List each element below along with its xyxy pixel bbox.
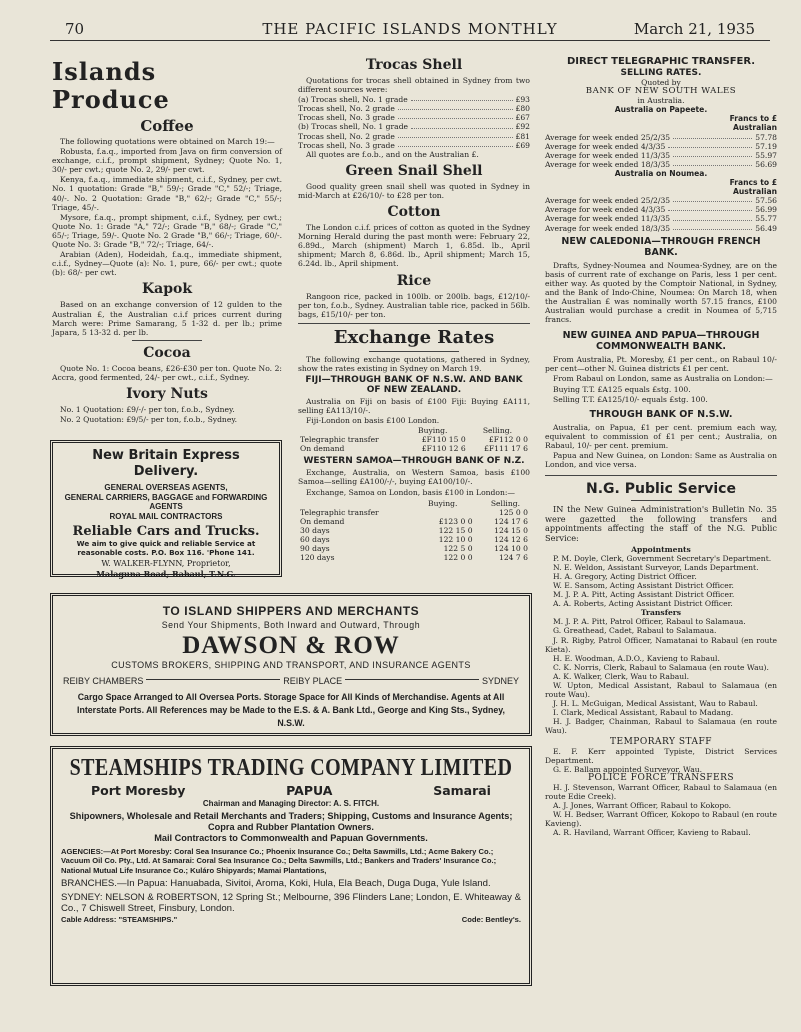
fiji-row bbox=[298, 435, 530, 444]
fiji-row-buying: £F110 15 0 bbox=[421, 435, 466, 445]
leader-dots bbox=[668, 205, 752, 211]
trocas-row-value: £93 bbox=[515, 95, 530, 105]
new-caledonia-text: Drafts, Sydney-Noumea and Noumea-Sydney, are on the basis of current rate of exchange on Paris, less 1 per cent. either way. As quoted by the Comptoir National, in Sydney, and the Bank of Indo-Chine, Noumea: On March 18, when the Australian £ was nominally worth 57.15 francs, £100 Australian would purchase a credit in Noumea of 5,715 francs. bbox=[545, 260, 777, 325]
samoa-row-selling: 125 0 0 bbox=[499, 507, 528, 517]
steamships-ad-footer bbox=[61, 915, 521, 925]
fiji-heading: FIJI—THROUGH BANK OF N.S.W. AND BANK OF NEW ZEALAND. bbox=[305, 374, 523, 395]
nb-ad-line-1: GENERAL OVERSEAS AGENTS, bbox=[104, 483, 228, 492]
buying-col-header: Buying. bbox=[418, 426, 448, 436]
samoa-row bbox=[298, 535, 530, 544]
trocas-row-value: £69 bbox=[515, 140, 530, 150]
samoa-row-selling: 124 12 6 bbox=[494, 534, 528, 544]
police-transfer-item: H. J. Stevenson, Warrant Officer, Rabaul to Salamaua (en route Edie Creek). bbox=[545, 783, 777, 802]
leader-dots bbox=[673, 151, 752, 157]
kapok-text: Based on an exchange conversion of 12 gulden to the Australian £, the Australian c.i.f prices current during March were: Prime Samarang, 5 1-32 d. per lb.; prime Japara, 5 13-32 d. per lb. bbox=[52, 300, 282, 337]
samoa-row-buying: 122 5 0 bbox=[443, 543, 473, 553]
transfer-item: H. E. Woodman, A.D.O., Kavieng to Rabaul. bbox=[553, 653, 720, 663]
appointment-item: H. A. Gregory, Acting District Officer. bbox=[553, 571, 697, 581]
trocas-row bbox=[298, 132, 530, 141]
samoa-row-buying: 122 15 0 bbox=[438, 525, 473, 535]
leader-dots bbox=[673, 214, 752, 220]
francs-label: Francs to £ Australian bbox=[729, 178, 777, 197]
bank-nsw-heading: THROUGH BANK OF N.S.W. bbox=[589, 408, 733, 420]
papeete-row-label: Average for week ended 25/2/35 bbox=[545, 132, 671, 142]
samoa-row-label: On demand bbox=[300, 516, 345, 526]
new-guinea-heading: NEW GUINEA AND PAPUA—THROUGH COMMONWEALTH BANK. bbox=[562, 330, 760, 353]
papeete-row-label: Average for week ended 11/3/35 bbox=[545, 150, 671, 160]
transfer-item: H. J. Badger, Chainman, Rabaul to Salamaua (en route Wau). bbox=[545, 717, 777, 736]
steamships-ad-desc-1: Shipowners, Wholesale and Retail Merchants and Traders; Shipping, Customs and Insurance Agents; Copra and Rubber Plantation Owners. bbox=[69, 811, 513, 832]
new-guinea-selling: Selling T.T. £A125/10/- equals £stg. 100. bbox=[553, 394, 708, 404]
divider bbox=[146, 679, 280, 680]
nb-ad-proprietor: W. WALKER-FLYNN, Proprietor, bbox=[101, 559, 231, 568]
dawson-ad-name: DAWSON & ROW bbox=[182, 632, 400, 659]
transfer-item: M. J. P. A. Pitt, Patrol Officer, Rabaul to Salamaua. bbox=[553, 617, 746, 627]
trocas-row-label: Trocas shell, No. 3 grade bbox=[298, 113, 395, 123]
transfer-item: I. Clark, Medical Assistant, Rabaul to Madang. bbox=[553, 708, 734, 718]
noumea-row-label: Average for week ended 11/3/35 bbox=[545, 214, 671, 224]
appointment-item: W. E. Sansom, Acting Assistant District Officer. bbox=[553, 580, 734, 590]
islands-produce-title: Islands Produce bbox=[52, 57, 170, 114]
divider bbox=[132, 340, 202, 341]
samoa-row-label: 30 days bbox=[300, 525, 330, 535]
green-snail-text: Good quality green snail shell was quoted in Sydney in mid-March at £26/10/- to £28 per ton. bbox=[298, 181, 530, 200]
temporary-staff-list bbox=[545, 747, 777, 774]
nb-ad-line-2: GENERAL CARRIERS, BAGGAGE and FORWARDING AGENTS bbox=[64, 492, 268, 511]
papeete-rates bbox=[545, 133, 777, 169]
new-britain-express-ad bbox=[50, 440, 282, 577]
fiji-row-label: On demand bbox=[300, 444, 345, 454]
nb-ad-line-3: ROYAL MAIL CONTRACTORS bbox=[109, 511, 223, 521]
new-caledonia-heading: NEW CALEDONIA—THROUGH FRENCH BANK. bbox=[561, 235, 761, 258]
divider bbox=[545, 475, 777, 476]
ivory-nuts-heading: Ivory Nuts bbox=[126, 385, 208, 402]
appointment-item: N. E. Weldon, Assistant Surveyor, Lands Department. bbox=[553, 562, 759, 572]
leader-dots bbox=[398, 104, 513, 110]
samoa-text-2: Exchange, Samoa on London, basis £100 in London:— bbox=[306, 487, 516, 497]
temporary-staff-heading: TEMPORARY STAFF bbox=[610, 736, 712, 747]
transfer-item: G. Greathead, Cadet, Rabaul to Salamaua. bbox=[553, 626, 717, 636]
papeete-row-value: 56.69 bbox=[755, 159, 777, 169]
new-guinea-buying: Buying T.T. £A125 equals £stg. 100. bbox=[553, 384, 691, 394]
noumea-row bbox=[545, 224, 777, 233]
nb-ad-address: Malaguna Road, Rabaul, T.N.G. bbox=[96, 569, 236, 579]
publication-title: THE PACIFIC ISLANDS MONTHLY bbox=[262, 20, 558, 38]
fiji-row-label: Telegraphic transfer bbox=[300, 435, 379, 445]
leader-dots bbox=[411, 95, 513, 101]
samoa-row-label: Telegraphic transfer bbox=[300, 507, 379, 517]
transfer-item: W. Upton, Medical Assistant, Rabaul to Salamaua (en route Wau). bbox=[545, 680, 777, 700]
trocas-heading: Trocas Shell bbox=[365, 57, 463, 73]
leader-dots bbox=[398, 113, 513, 119]
samoa-row-label: 90 days bbox=[300, 543, 330, 553]
divider bbox=[345, 679, 479, 680]
papeete-row bbox=[545, 133, 777, 142]
papeete-row-value: 55.97 bbox=[755, 150, 777, 160]
samoa-row bbox=[298, 526, 530, 535]
noumea-row-value: 55.77 bbox=[755, 214, 777, 224]
appointment-item: A. A. Roberts, Acting Assistant District Officer. bbox=[553, 599, 733, 609]
coffee-robusta: Robusta, f.a.q., imported from Java on firm conversion of exchange, c.i.f., prompt shipment, Sydney; Quote No. 1, 30/- per cwt.; quote No. 2, 29/- per cwt. bbox=[52, 147, 282, 175]
samoa-column-headers bbox=[298, 499, 530, 508]
trocas-row-label: Trocas shell, No. 2 grade bbox=[298, 104, 395, 114]
papeete-row bbox=[545, 142, 777, 151]
appointments-list bbox=[545, 554, 777, 609]
exchange-intro: The following exchange quotations, gathered in Sydney, show the rates existing in Sydney on March 19. bbox=[298, 354, 530, 373]
noumea-heading: Australia on Noumea. bbox=[614, 168, 708, 178]
noumea-row-value: 56.49 bbox=[755, 223, 777, 233]
fiji-rates-table bbox=[298, 435, 530, 453]
dawson-ad-desc: CUSTOMS BROKERS, SHIPPING AND TRANSPORT, AND INSURANCE AGENTS bbox=[111, 660, 471, 670]
papeete-row-value: 57.19 bbox=[755, 141, 777, 151]
trocas-row-value: £81 bbox=[515, 131, 530, 141]
steamships-ad bbox=[50, 746, 532, 986]
samoa-row-label: 120 days bbox=[300, 552, 335, 562]
fiji-row-selling: £F111 17 6 bbox=[484, 444, 528, 454]
kapok-heading: Kapok bbox=[141, 281, 193, 298]
cocoa-text: Quote No. 1: Cocoa beans, £26-£30 per ton. Quote No. 2: Accra, good fermented, 24/- per cwt., c.i.f., Sydney. bbox=[52, 363, 282, 382]
exchange-rates-title: Exchange Rates bbox=[333, 326, 495, 348]
public-service-intro: IN the New Guinea Administration's Bulletin No. 35 were gazetted the following transfers and appointments affecting the staff of the N.G. Public Service: bbox=[545, 504, 777, 543]
transfer-item: C. K. Norris, Clerk, Rabaul to Salamaua (en route Wau). bbox=[553, 662, 769, 672]
steamships-loc-2: PAPUA bbox=[286, 783, 333, 798]
selling-col-header: Selling. bbox=[490, 498, 520, 508]
public-service-heading: N.G. Public Service bbox=[586, 481, 736, 498]
cotton-heading: Cotton bbox=[387, 204, 441, 221]
leader-dots bbox=[411, 122, 512, 128]
noumea-row bbox=[545, 205, 777, 214]
cotton-text: The London c.i.f. prices of cotton as quoted in the Sydney Morning Herald during the past month were: February 22, 6.89d., March (shipment) March 1, 6.85d. lb., April shipment; March 8, 6.86d. lb., April shipment; March 15, 6.24d. lb., April shipment. bbox=[298, 223, 530, 269]
samoa-row-buying: £123 0 0 bbox=[438, 516, 473, 526]
samoa-row bbox=[298, 544, 530, 553]
samoa-rates-table bbox=[298, 508, 530, 562]
samoa-row-selling: 124 17 6 bbox=[494, 516, 528, 526]
trocas-row bbox=[298, 141, 530, 150]
dtt-heading: DIRECT TELEGRAPHIC TRANSFER. bbox=[566, 56, 756, 67]
left-column bbox=[52, 58, 282, 425]
new-guinea-text-1: From Australia, Pt. Moresby, £1 per cent., on Rabaul 10/- per cent—other N. Guinea districts £1 per cent. bbox=[545, 355, 777, 374]
dawson-row-ad bbox=[50, 593, 532, 736]
trocas-row-label: (b) Trocas shell, No. 1 grade bbox=[298, 122, 409, 132]
trocas-footer: All quotes are f.o.b., and on the Australian £. bbox=[306, 149, 479, 159]
trocas-row-value: £80 bbox=[515, 104, 530, 114]
noumea-row bbox=[545, 196, 777, 205]
trocas-row bbox=[298, 122, 530, 131]
appointments-heading: Appointments bbox=[631, 544, 691, 554]
ivory-line-1: No. 1 Quotation: £9/-/- per ton, f.o.b., Sydney. bbox=[60, 404, 235, 414]
papeete-row-value: 57.78 bbox=[755, 132, 777, 142]
samoa-row-label: 60 days bbox=[300, 534, 330, 544]
coffee-arabian: Arabian (Aden), Hodeidah, f.a.q., immediate shipment, c.i.f., Sydney—Quote (a): No. 1, pure, 66/- per cwt.; quote (b): 68/- per cwt. bbox=[52, 250, 282, 278]
temporary-staff-item: G. E. Ballam appointed Surveyor, Wau. bbox=[553, 764, 703, 774]
dawson-ad-address bbox=[63, 674, 519, 688]
samoa-row-selling: 124 10 0 bbox=[494, 543, 528, 553]
leader-dots bbox=[673, 224, 752, 230]
police-transfers-heading: POLICE FORCE TRANSFERS bbox=[587, 772, 735, 783]
dtt-in: in Australia. bbox=[637, 96, 685, 106]
appointment-item: M. J. P. A. Pitt, Acting Assistant District Officer. bbox=[553, 590, 735, 600]
middle-column bbox=[298, 56, 530, 562]
dawson-ad-top: TO ISLAND SHIPPERS AND MERCHANTS bbox=[162, 604, 420, 618]
francs-label: Francs to £ Australian bbox=[729, 114, 777, 133]
steamships-ad-locations bbox=[61, 783, 521, 799]
trocas-row-label: Trocas shell, No. 2 grade bbox=[298, 131, 395, 141]
leader-dots bbox=[398, 141, 513, 147]
trocas-row-label: (a) Trocas shell, No. 1 grade bbox=[298, 95, 408, 105]
dawson-ad-body: Cargo Space Arranged to All Oversea Ports. Storage Space for All Kinds of Merchandise. Agents at All Interstate Ports. All References may be Made to the E.S. & A. Bank Ltd., George and King Sts., Sydney, N.S.W. bbox=[77, 692, 505, 728]
noumea-row-label: Average for week ended 18/3/35 bbox=[545, 223, 671, 233]
trocas-row bbox=[298, 95, 530, 104]
samoa-row-buying bbox=[419, 508, 474, 517]
papeete-row bbox=[545, 160, 777, 169]
ivory-line-2: No. 2 Quotation: £9/5/- per ton, f.o.b., Sydney. bbox=[60, 415, 238, 425]
transfer-item: J. H. L. McGuigan, Medical Assistant, Wau to Rabaul. bbox=[553, 699, 758, 709]
steamships-ad-agencies: AGENCIES:—At Port Moresby: Coral Sea Insurance Co.; Phoenix Insurance Co.; Delta Sawmills, Ltd.; Acme Bakery Co.; Vacuum Oil Co. Pty., Ltd. At Samarai: Coral Sea Insurance Co.; Delta Sawmills, Ltd.; Bankers and Traders' Insurance Co.; National Mutual Life Insurance Co.; Kuláro Shipyards; Mamai Plantations, bbox=[61, 847, 497, 875]
trocas-row-value: £67 bbox=[515, 113, 530, 123]
bank-nsw-text-1: Australia, on Papua, £1 per cent. premium each way, equivalent to commission of £1 per cent.; Australia, on Rabaul, 10/- per cent. premium. bbox=[545, 422, 777, 450]
papeete-heading: Australia on Papeete. bbox=[614, 105, 708, 115]
steamships-ad-code: Code: Bentley's. bbox=[461, 915, 521, 925]
coffee-mysore: Mysore, f.a.q., prompt shipment, c.i.f., Sydney, per cwt.; Quote No. 1: Grade "A," 72/-; Grade "B," 68/-; Grade "C," 65/-; Triage, 59/-. Quote No. 2 Grade "B," 66/-; Triage, 60/-. Quote No. 3: Grade "B," 72/-; Triage, 64/-. bbox=[52, 212, 282, 250]
nb-ad-note: We aim to give quick and reliable Service at reasonable costs. P.O. Box 116. 'Phone 141. bbox=[76, 539, 256, 557]
steamships-loc-1: Port Moresby bbox=[91, 783, 186, 798]
coffee-heading: Coffee bbox=[140, 117, 194, 135]
selling-col-header: Selling. bbox=[482, 426, 512, 436]
papeete-row bbox=[545, 151, 777, 160]
leader-dots bbox=[673, 133, 752, 139]
samoa-row bbox=[298, 517, 530, 526]
coffee-intro: The following quotations were obtained on March 19:— bbox=[60, 137, 275, 146]
rice-heading: Rice bbox=[396, 272, 432, 289]
police-transfer-item: A. J. Jones, Warrant Officer, Rabaul to Kokopo. bbox=[553, 801, 732, 811]
trocas-row-value: £92 bbox=[515, 122, 530, 132]
noumea-row-value: 57.56 bbox=[755, 196, 777, 206]
police-transfer-item: W. H. Bedser, Warrant Officer, Kokopo to Rabaul (en route Kavieng). bbox=[545, 810, 777, 829]
dawson-ad-addr-1: REIBY CHAMBERS bbox=[63, 676, 144, 686]
nb-ad-title: New Britain Express Delivery. bbox=[92, 448, 240, 479]
dtt-quoted: Quoted by bbox=[641, 78, 681, 87]
leader-dots bbox=[673, 160, 752, 166]
steamships-ad-desc-2: Mail Contractors to Commonwealth and Papuan Governments. bbox=[154, 833, 428, 843]
noumea-row-value: 56.99 bbox=[755, 205, 777, 215]
steamships-ad-branches: BRANCHES.—In Papua: Hanuabada, Sivitoi, Aroma, Koki, Hula, Ela Beach, Duga Duga, Yule Island. bbox=[61, 878, 491, 890]
papeete-row-label: Average for week ended 4/3/35 bbox=[545, 141, 666, 151]
nb-ad-slogan: Reliable Cars and Trucks. bbox=[72, 524, 260, 539]
papeete-row-label: Average for week ended 18/3/35 bbox=[545, 159, 671, 169]
leader-dots bbox=[398, 132, 513, 138]
steamships-loc-3: Samarai bbox=[433, 783, 491, 798]
transfer-item: J. R. Rigby, Patrol Officer, Namatanai to Rabaul (en route Kieta). bbox=[545, 635, 777, 654]
coffee-kenya: Kenya, f.a.q., immediate shipment, c.i.f., Sydney, per cwt. No. 1 quotation: Grade "B," 59/-; Grade "C," 52/-; Triage, 40/-. No. 2 Quotation: Grade "B," 62/-; Grade "C," 55/-; Triage, 45/-. bbox=[52, 175, 282, 212]
dtt-bank: BANK OF NEW SOUTH WALES bbox=[585, 86, 737, 97]
transfers-heading: Transfers bbox=[640, 608, 682, 618]
trocas-row bbox=[298, 113, 530, 122]
leader-dots bbox=[668, 142, 752, 148]
appointment-item: P. M. Doyle, Clerk, Government Secretary's Department. bbox=[553, 553, 772, 563]
divider bbox=[631, 500, 691, 501]
samoa-row bbox=[298, 508, 530, 517]
fiji-london-text: Fiji-London on basis £100 London. bbox=[306, 416, 440, 426]
police-transfers-list bbox=[545, 783, 777, 838]
buying-col-header: Buying. bbox=[428, 498, 458, 508]
fiji-row-buying: £F110 12 6 bbox=[421, 444, 466, 454]
fiji-text: Australia on Fiji on basis of £100 Fiji: Buying £A111, selling £A113/10/-. bbox=[298, 396, 530, 416]
cocoa-heading: Cocoa bbox=[143, 344, 191, 361]
samoa-text-1: Exchange, Australia, on Western Samoa, basis £100 Samoa—selling £A100/-/-, buying £A100/10/-. bbox=[298, 468, 530, 487]
page-header bbox=[50, 14, 770, 41]
noumea-row-label: Average for week ended 4/3/35 bbox=[545, 205, 666, 215]
samoa-row-buying: 122 0 0 bbox=[443, 552, 473, 562]
steamships-ad-name: STEAMSHIPS TRADING COMPANY LIMITED bbox=[69, 754, 513, 782]
divider bbox=[298, 323, 530, 324]
green-snail-heading: Green Snail Shell bbox=[345, 162, 483, 179]
leader-dots bbox=[673, 196, 752, 202]
right-column bbox=[545, 56, 777, 838]
samoa-row-selling: 124 7 6 bbox=[499, 552, 528, 562]
page-number: 70 bbox=[65, 20, 85, 38]
noumea-rates bbox=[545, 196, 777, 232]
trocas-row-label: Trocas shell, No. 3 grade bbox=[298, 140, 395, 150]
steamships-ad-cable: Cable Address: "STEAMSHIPS." bbox=[61, 915, 178, 925]
divider bbox=[369, 351, 459, 352]
fiji-row bbox=[298, 444, 530, 453]
issue-date: March 21, 1935 bbox=[633, 20, 755, 38]
trocas-row bbox=[298, 104, 530, 113]
trocas-price-list bbox=[298, 95, 530, 150]
dawson-ad-addr-3: SYDNEY bbox=[481, 676, 519, 686]
steamships-ad-sydney: SYDNEY: NELSON & ROBERTSON, 12 Spring St.; Melbourne, 396 Flinders Lane; London, E. Whiteaway & Co., 7 Chiswell Street, Finsbury, London. bbox=[61, 892, 522, 915]
rice-text: Rangoon rice, packed in 100lb. or 200lb. bags, £12/10/- per ton, f.o.b., Sydney. Australian table rice, packed in 56lb. bags, £15/10/- per ton. bbox=[298, 291, 530, 319]
samoa-heading: WESTERN SAMOA—THROUGH BANK OF N.Z. bbox=[303, 456, 525, 467]
noumea-row bbox=[545, 214, 777, 223]
samoa-row-selling: 124 15 0 bbox=[494, 525, 528, 535]
dtt-sub: SELLING RATES. bbox=[620, 68, 702, 78]
steamships-ad-chair: Chairman and Managing Director: A. S. FITCH. bbox=[202, 799, 380, 808]
transfers-list bbox=[545, 617, 777, 735]
noumea-row-label: Average for week ended 25/2/35 bbox=[545, 196, 671, 206]
fiji-row-selling: £F112 0 0 bbox=[488, 435, 528, 445]
dawson-ad-addr-2: REIBY PLACE bbox=[283, 676, 343, 686]
police-transfer-item: A. R. Haviland, Warrant Officer, Kavieng to Rabaul. bbox=[553, 828, 751, 838]
dawson-ad-sub: Send Your Shipments, Both Inward and Outward, Through bbox=[161, 620, 421, 630]
trocas-intro: Quotations for trocas shell obtained in Sydney from two different sources were: bbox=[298, 76, 530, 95]
fiji-column-headers bbox=[298, 426, 530, 435]
samoa-row-buying: 122 10 0 bbox=[438, 534, 473, 544]
bank-nsw-text-2: Papua and New Guinea, on London: Same as Australia on London, and vice versa. bbox=[545, 451, 777, 470]
transfer-item: A. K. Walker, Clerk, Wau to Rabaul. bbox=[553, 671, 689, 681]
new-guinea-text-2: From Rabaul on London, same as Australia on London:— bbox=[553, 374, 773, 384]
samoa-row bbox=[298, 553, 530, 562]
temporary-staff-item: E. F. Kerr appointed Typiste, District Services Department. bbox=[545, 746, 777, 765]
